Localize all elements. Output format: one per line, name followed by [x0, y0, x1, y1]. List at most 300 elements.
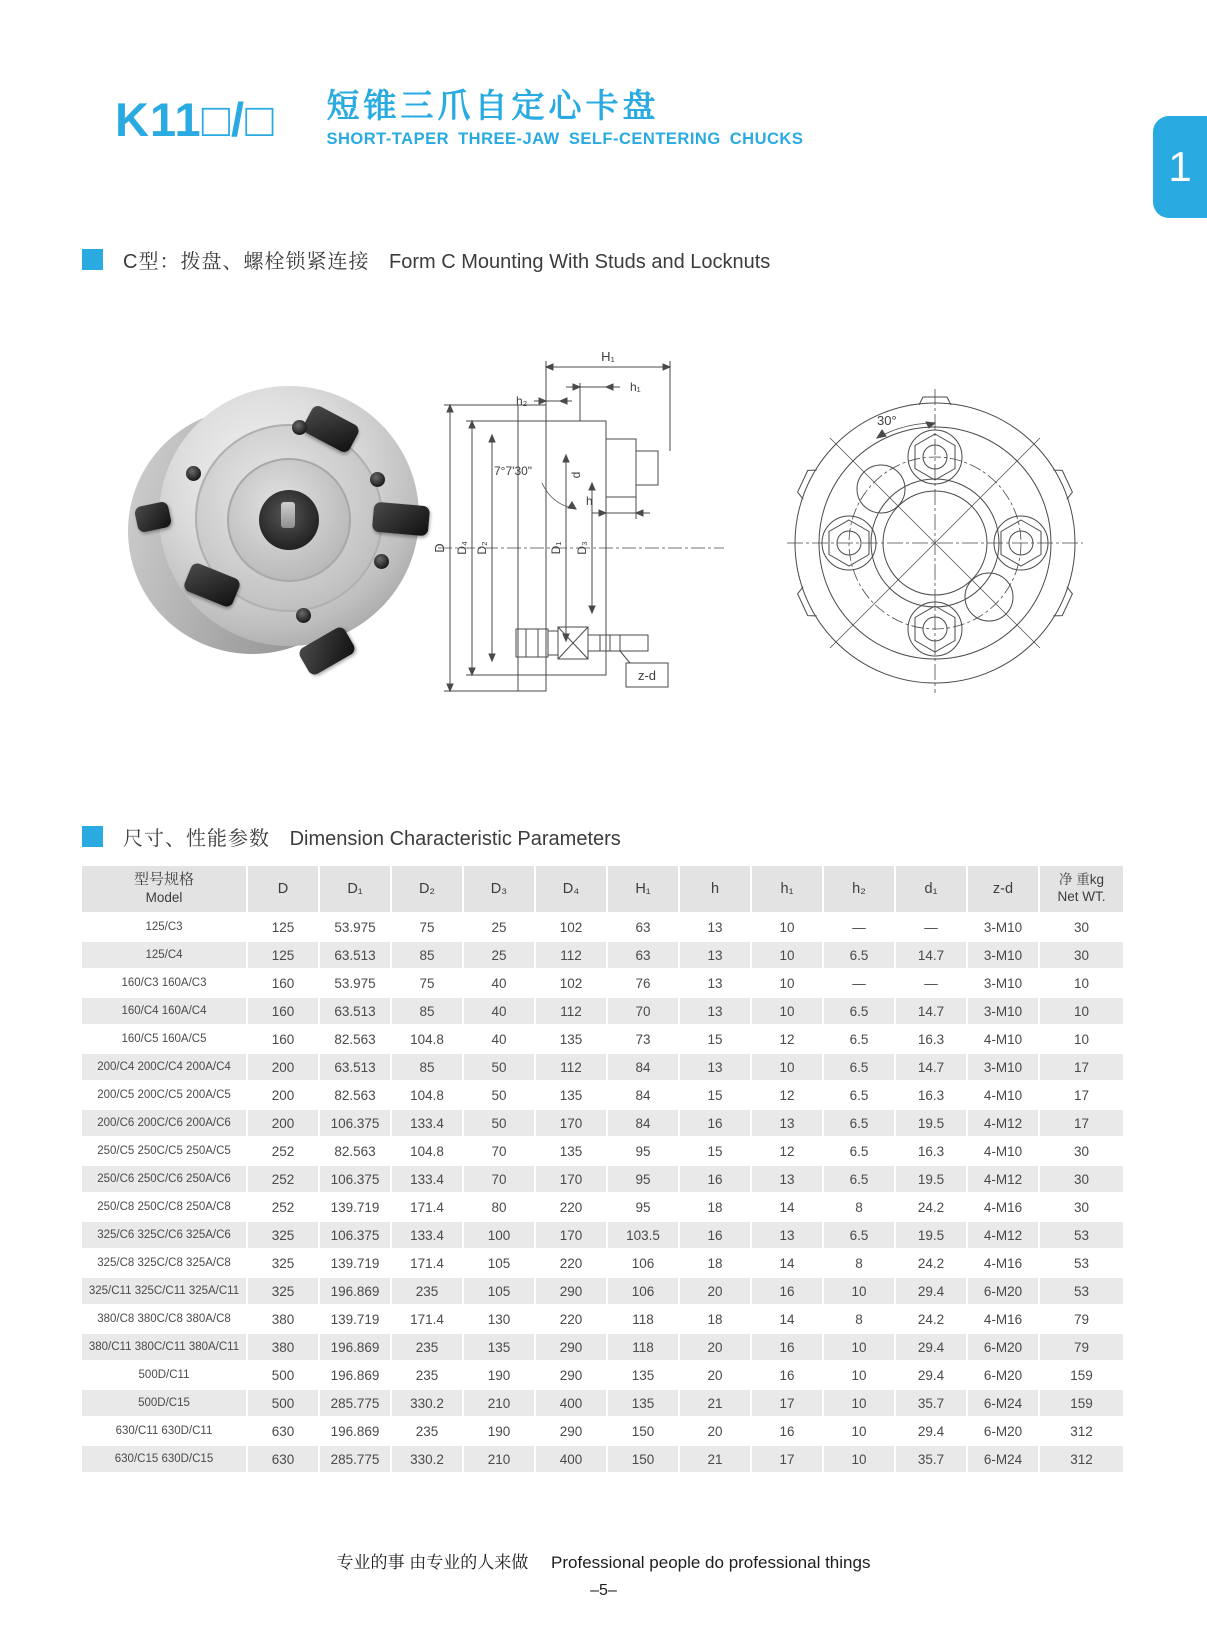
value-cell: 84 [608, 1082, 680, 1110]
value-cell: 10 [824, 1362, 896, 1390]
value-cell: 160 [248, 1026, 320, 1054]
value-cell: 35.7 [896, 1390, 968, 1418]
footer-slogan [0, 1548, 1207, 1573]
value-cell: 6.5 [824, 1222, 896, 1250]
value-cell: 29.4 [896, 1334, 968, 1362]
value-cell: 630 [248, 1446, 320, 1474]
value-cell: 53 [1040, 1222, 1125, 1250]
value-cell: 16 [752, 1334, 824, 1362]
model-cell: 160/C5 160A/C5 [82, 1026, 248, 1054]
value-cell: 190 [464, 1362, 536, 1390]
value-cell: 75 [392, 914, 464, 942]
value-cell: 10 [824, 1278, 896, 1306]
value-cell: 200 [248, 1054, 320, 1082]
value-cell: 82.563 [320, 1138, 392, 1166]
value-cell: 325 [248, 1250, 320, 1278]
model-cell: 200/C6 200C/C6 200A/C6 [82, 1110, 248, 1138]
value-cell: 312 [1040, 1418, 1125, 1446]
value-cell: 10 [824, 1418, 896, 1446]
value-cell: 13 [680, 970, 752, 998]
value-cell: 20 [680, 1334, 752, 1362]
page-header [115, 88, 803, 149]
value-cell: 6-M24 [968, 1390, 1040, 1418]
value-cell: 106 [608, 1278, 680, 1306]
value-cell: 16 [752, 1362, 824, 1390]
value-cell: 290 [536, 1362, 608, 1390]
value-cell: 325 [248, 1278, 320, 1306]
dim-column-header: D₃ [464, 866, 536, 914]
value-cell: 139.719 [320, 1306, 392, 1334]
value-cell: 6.5 [824, 1082, 896, 1110]
value-cell: 30 [1040, 1138, 1125, 1166]
value-cell: 380 [248, 1306, 320, 1334]
value-cell: 118 [608, 1334, 680, 1362]
value-cell: 6-M24 [968, 1446, 1040, 1474]
weight-header-zh: 净 重kg [1058, 872, 1104, 888]
value-cell: 10 [824, 1334, 896, 1362]
table-row [82, 970, 1125, 998]
value-cell: 24.2 [896, 1306, 968, 1334]
weight-column-header [1040, 866, 1125, 914]
value-cell: 85 [392, 1054, 464, 1082]
value-cell: 6.5 [824, 1054, 896, 1082]
value-cell: 12 [752, 1138, 824, 1166]
value-cell: 500 [248, 1390, 320, 1418]
section-bullet-icon [82, 826, 103, 847]
value-cell: 29.4 [896, 1418, 968, 1446]
value-cell: — [896, 970, 968, 998]
value-cell: 630 [248, 1418, 320, 1446]
value-cell: 21 [680, 1390, 752, 1418]
value-cell: 25 [464, 914, 536, 942]
table-row [82, 1026, 1125, 1054]
value-cell: 79 [1040, 1334, 1125, 1362]
value-cell: 85 [392, 942, 464, 970]
value-cell: 17 [1040, 1110, 1125, 1138]
value-cell: 53.975 [320, 914, 392, 942]
value-cell: 133.4 [392, 1166, 464, 1194]
value-cell: 135 [536, 1138, 608, 1166]
value-cell: 70 [608, 998, 680, 1026]
value-cell: 380 [248, 1334, 320, 1362]
chapter-tab: 1 [1153, 116, 1207, 218]
value-cell: 252 [248, 1194, 320, 1222]
value-cell: 10 [752, 970, 824, 998]
value-cell: 16 [680, 1110, 752, 1138]
dim-label-zd: z-d [637, 668, 657, 683]
chuck-photo [128, 386, 423, 662]
value-cell: 112 [536, 942, 608, 970]
table-row [82, 1362, 1125, 1390]
value-cell: 84 [608, 1110, 680, 1138]
value-cell: 50 [464, 1054, 536, 1082]
dim-column-header: D₁ [320, 866, 392, 914]
value-cell: 252 [248, 1138, 320, 1166]
value-cell: — [896, 914, 968, 942]
stud-right [372, 502, 430, 537]
value-cell: 285.775 [320, 1446, 392, 1474]
value-cell: 235 [392, 1278, 464, 1306]
table-row [82, 1418, 1125, 1446]
value-cell: 30 [1040, 942, 1125, 970]
value-cell: 25 [464, 942, 536, 970]
model-header-en: Model [145, 889, 183, 905]
value-cell: 35.7 [896, 1446, 968, 1474]
value-cell: 16 [752, 1418, 824, 1446]
value-cell: 104.8 [392, 1138, 464, 1166]
model-cell: 125/C4 [82, 942, 248, 970]
value-cell: 3-M10 [968, 914, 1040, 942]
value-cell: 21 [680, 1446, 752, 1474]
section-mounting-text [123, 245, 770, 274]
value-cell: 73 [608, 1026, 680, 1054]
table-row [82, 1222, 1125, 1250]
value-cell: 4-M10 [968, 1026, 1040, 1054]
value-cell: 15 [680, 1026, 752, 1054]
value-cell: 29.4 [896, 1278, 968, 1306]
value-cell: 63 [608, 914, 680, 942]
section-mounting-header [82, 245, 770, 274]
screw-dot [296, 608, 311, 623]
value-cell: 40 [464, 970, 536, 998]
value-cell: 10 [824, 1390, 896, 1418]
table-row [82, 998, 1125, 1026]
value-cell: 106.375 [320, 1222, 392, 1250]
dim-column-header: D₂ [392, 866, 464, 914]
page-number: –5– [590, 1582, 617, 1599]
dim-label-30deg: 30° [877, 413, 897, 428]
section-mounting-en: Form C Mounting With Studs and Locknuts [389, 251, 771, 273]
value-cell: 19.5 [896, 1110, 968, 1138]
value-cell: 10 [1040, 1026, 1125, 1054]
value-cell: 4-M16 [968, 1250, 1040, 1278]
value-cell: 160 [248, 970, 320, 998]
model-cell: 630/C11 630D/C11 [82, 1418, 248, 1446]
value-cell: 18 [680, 1194, 752, 1222]
screw-dot [186, 466, 201, 481]
value-cell: 105 [464, 1250, 536, 1278]
value-cell: 10 [824, 1446, 896, 1474]
screw-dot [370, 472, 385, 487]
value-cell: 84 [608, 1054, 680, 1082]
dim-label-d: d [569, 471, 583, 479]
value-cell: 171.4 [392, 1306, 464, 1334]
table-row [82, 1194, 1125, 1222]
table-row [82, 1446, 1125, 1474]
dim-label-H1: H₁ [601, 349, 615, 364]
value-cell: 135 [464, 1334, 536, 1362]
value-cell: — [824, 914, 896, 942]
section-mounting-zh: C型：拨盘、螺栓锁紧连接 [123, 251, 370, 273]
value-cell: 63.513 [320, 998, 392, 1026]
front-view-drawing [785, 383, 1085, 695]
section-table-zh: 尺寸、性能参数 [123, 828, 270, 850]
table-row [82, 1250, 1125, 1278]
model-cell: 160/C3 160A/C3 [82, 970, 248, 998]
model-cell: 380/C11 380C/C11 380A/C11 [82, 1334, 248, 1362]
table-row [82, 914, 1125, 942]
model-cell: 125/C3 [82, 914, 248, 942]
footer-slogan-zh: 专业的事 由专业的人来做 [336, 1553, 529, 1572]
value-cell: 3-M10 [968, 1054, 1040, 1082]
value-cell: 139.719 [320, 1194, 392, 1222]
value-cell: 159 [1040, 1362, 1125, 1390]
value-cell: 3-M10 [968, 970, 1040, 998]
value-cell: 170 [536, 1166, 608, 1194]
table-row [82, 1390, 1125, 1418]
value-cell: 139.719 [320, 1250, 392, 1278]
value-cell: 118 [608, 1306, 680, 1334]
value-cell: 30 [1040, 1194, 1125, 1222]
value-cell: 170 [536, 1110, 608, 1138]
value-cell: 13 [752, 1166, 824, 1194]
value-cell: 13 [680, 914, 752, 942]
section-bullet-icon [82, 249, 103, 270]
model-cell: 250/C6 250C/C6 250A/C6 [82, 1166, 248, 1194]
table-row [82, 1306, 1125, 1334]
value-cell: 105 [464, 1278, 536, 1306]
table-row [82, 1110, 1125, 1138]
value-cell: 106.375 [320, 1166, 392, 1194]
value-cell: 17 [1040, 1082, 1125, 1110]
value-cell: 135 [536, 1082, 608, 1110]
model-cell: 160/C4 160A/C4 [82, 998, 248, 1026]
value-cell: 330.2 [392, 1390, 464, 1418]
dim-label-D2: D₂ [475, 541, 489, 555]
value-cell: 190 [464, 1418, 536, 1446]
value-cell: 14.7 [896, 942, 968, 970]
table-header-row [82, 866, 1125, 914]
value-cell: 500 [248, 1362, 320, 1390]
value-cell: 8 [824, 1194, 896, 1222]
dim-label-D4: D₄ [455, 541, 469, 555]
value-cell: 24.2 [896, 1250, 968, 1278]
value-cell: 210 [464, 1390, 536, 1418]
value-cell: 53 [1040, 1278, 1125, 1306]
dim-column-header: H₁ [608, 866, 680, 914]
value-cell: 125 [248, 942, 320, 970]
value-cell: 285.775 [320, 1390, 392, 1418]
value-cell: 16 [752, 1278, 824, 1306]
value-cell: 4-M12 [968, 1166, 1040, 1194]
value-cell: 82.563 [320, 1082, 392, 1110]
value-cell: 290 [536, 1334, 608, 1362]
value-cell: 14 [752, 1250, 824, 1278]
value-cell: 133.4 [392, 1110, 464, 1138]
value-cell: 400 [536, 1390, 608, 1418]
value-cell: 200 [248, 1082, 320, 1110]
value-cell: 20 [680, 1362, 752, 1390]
value-cell: 19.5 [896, 1222, 968, 1250]
dim-column-header: h₂ [824, 866, 896, 914]
value-cell: 220 [536, 1194, 608, 1222]
value-cell: 290 [536, 1418, 608, 1446]
value-cell: 17 [752, 1446, 824, 1474]
value-cell: 220 [536, 1306, 608, 1334]
table-row [82, 942, 1125, 970]
value-cell: 6-M20 [968, 1362, 1040, 1390]
value-cell: 6.5 [824, 998, 896, 1026]
value-cell: 4-M12 [968, 1110, 1040, 1138]
value-cell: 40 [464, 1026, 536, 1054]
value-cell: 10 [752, 998, 824, 1026]
value-cell: 16 [680, 1222, 752, 1250]
value-cell: 325 [248, 1222, 320, 1250]
dimension-table [82, 866, 1125, 1474]
value-cell: 312 [1040, 1446, 1125, 1474]
value-cell: 6-M20 [968, 1418, 1040, 1446]
section-table-header [82, 822, 621, 851]
value-cell: 16.3 [896, 1138, 968, 1166]
value-cell: 63.513 [320, 1054, 392, 1082]
value-cell: 150 [608, 1446, 680, 1474]
value-cell: 12 [752, 1082, 824, 1110]
value-cell: 13 [752, 1110, 824, 1138]
value-cell: 30 [1040, 1166, 1125, 1194]
value-cell: 196.869 [320, 1278, 392, 1306]
value-cell: 40 [464, 998, 536, 1026]
model-header-zh: 型号规格 [133, 871, 194, 889]
value-cell: 112 [536, 1054, 608, 1082]
value-cell: 10 [752, 914, 824, 942]
value-cell: 4-M10 [968, 1138, 1040, 1166]
value-cell: 63 [608, 942, 680, 970]
dim-label-h1: h₁ [630, 380, 641, 394]
value-cell: 10 [1040, 970, 1125, 998]
value-cell: 6-M20 [968, 1334, 1040, 1362]
value-cell: 16.3 [896, 1082, 968, 1110]
value-cell: 135 [536, 1026, 608, 1054]
value-cell: 19.5 [896, 1166, 968, 1194]
chuck-center-screw [281, 502, 295, 528]
value-cell: 6.5 [824, 942, 896, 970]
value-cell: 95 [608, 1194, 680, 1222]
model-cell: 325/C6 325C/C6 325A/C6 [82, 1222, 248, 1250]
value-cell: 6.5 [824, 1026, 896, 1054]
value-cell: 196.869 [320, 1334, 392, 1362]
dimension-table-wrap [82, 866, 1125, 1474]
value-cell: 14 [752, 1194, 824, 1222]
value-cell: 13 [680, 998, 752, 1026]
value-cell: 4-M12 [968, 1222, 1040, 1250]
value-cell: 16.3 [896, 1026, 968, 1054]
value-cell: 196.869 [320, 1362, 392, 1390]
value-cell: 6-M20 [968, 1278, 1040, 1306]
value-cell: 235 [392, 1334, 464, 1362]
value-cell: 210 [464, 1446, 536, 1474]
model-cell: 325/C8 325C/C8 325A/C8 [82, 1250, 248, 1278]
value-cell: 135 [608, 1362, 680, 1390]
value-cell: 18 [680, 1250, 752, 1278]
model-cell: 380/C8 380C/C8 380A/C8 [82, 1306, 248, 1334]
value-cell: 160 [248, 998, 320, 1026]
value-cell: 252 [248, 1166, 320, 1194]
dim-label-D3: D₃ [575, 541, 589, 555]
value-cell: 95 [608, 1166, 680, 1194]
value-cell: 50 [464, 1110, 536, 1138]
value-cell: 53 [1040, 1250, 1125, 1278]
value-cell: 63.513 [320, 942, 392, 970]
value-cell: 16 [680, 1166, 752, 1194]
value-cell: 70 [464, 1166, 536, 1194]
screw-dot [292, 420, 307, 435]
value-cell: 102 [536, 970, 608, 998]
value-cell: 15 [680, 1138, 752, 1166]
table-row [82, 1166, 1125, 1194]
value-cell: 13 [752, 1222, 824, 1250]
value-cell: 6.5 [824, 1138, 896, 1166]
model-cell: 500D/C11 [82, 1362, 248, 1390]
value-cell: 82.563 [320, 1026, 392, 1054]
value-cell: 4-M16 [968, 1194, 1040, 1222]
value-cell: 17 [1040, 1054, 1125, 1082]
table-body [82, 914, 1125, 1474]
value-cell: 85 [392, 998, 464, 1026]
value-cell: 171.4 [392, 1194, 464, 1222]
value-cell: 130 [464, 1306, 536, 1334]
value-cell: 8 [824, 1306, 896, 1334]
dim-column-header: D₄ [536, 866, 608, 914]
weight-header-en: Net WT. [1057, 889, 1106, 904]
value-cell: 135 [608, 1390, 680, 1418]
section-table-text [123, 822, 621, 851]
value-cell: 104.8 [392, 1026, 464, 1054]
value-cell: 14.7 [896, 998, 968, 1026]
value-cell: 10 [1040, 998, 1125, 1026]
title-block [326, 88, 803, 149]
dim-label-angle: 7°7'30" [494, 464, 533, 478]
section-table-en: Dimension Characteristic Parameters [289, 828, 621, 850]
value-cell: 29.4 [896, 1362, 968, 1390]
dim-column-header: D [248, 866, 320, 914]
page-title-en: SHORT-TAPER THREE-JAW SELF-CENTERING CHUCKS [326, 130, 804, 149]
value-cell: 95 [608, 1138, 680, 1166]
table-row [82, 1054, 1125, 1082]
screw-dot [374, 554, 389, 569]
dim-column-header: d₁ [896, 866, 968, 914]
value-cell: 150 [608, 1418, 680, 1446]
dim-label-h: h [586, 494, 593, 508]
value-cell: 79 [1040, 1306, 1125, 1334]
dim-label-D1: D₁ [549, 541, 563, 555]
value-cell: 12 [752, 1026, 824, 1054]
value-cell: 159 [1040, 1390, 1125, 1418]
model-column-header [82, 866, 248, 914]
value-cell: 106.375 [320, 1110, 392, 1138]
footer-slogan-en: Professional people do professional things [551, 1553, 871, 1572]
value-cell: 6.5 [824, 1166, 896, 1194]
value-cell: 171.4 [392, 1250, 464, 1278]
value-cell: 290 [536, 1278, 608, 1306]
value-cell: 112 [536, 998, 608, 1026]
value-cell: 125 [248, 914, 320, 942]
value-cell: 235 [392, 1362, 464, 1390]
value-cell: 15 [680, 1082, 752, 1110]
value-cell: 3-M10 [968, 998, 1040, 1026]
value-cell: 235 [392, 1418, 464, 1446]
value-cell: 24.2 [896, 1194, 968, 1222]
model-cell: 630/C15 630D/C15 [82, 1446, 248, 1474]
value-cell: 14.7 [896, 1054, 968, 1082]
model-cell: 250/C8 250C/C8 250A/C8 [82, 1194, 248, 1222]
value-cell: 75 [392, 970, 464, 998]
table-row [82, 1278, 1125, 1306]
value-cell: 4-M10 [968, 1082, 1040, 1110]
value-cell: 8 [824, 1250, 896, 1278]
value-cell: 18 [680, 1306, 752, 1334]
value-cell: 13 [680, 1054, 752, 1082]
value-cell: 10 [752, 942, 824, 970]
